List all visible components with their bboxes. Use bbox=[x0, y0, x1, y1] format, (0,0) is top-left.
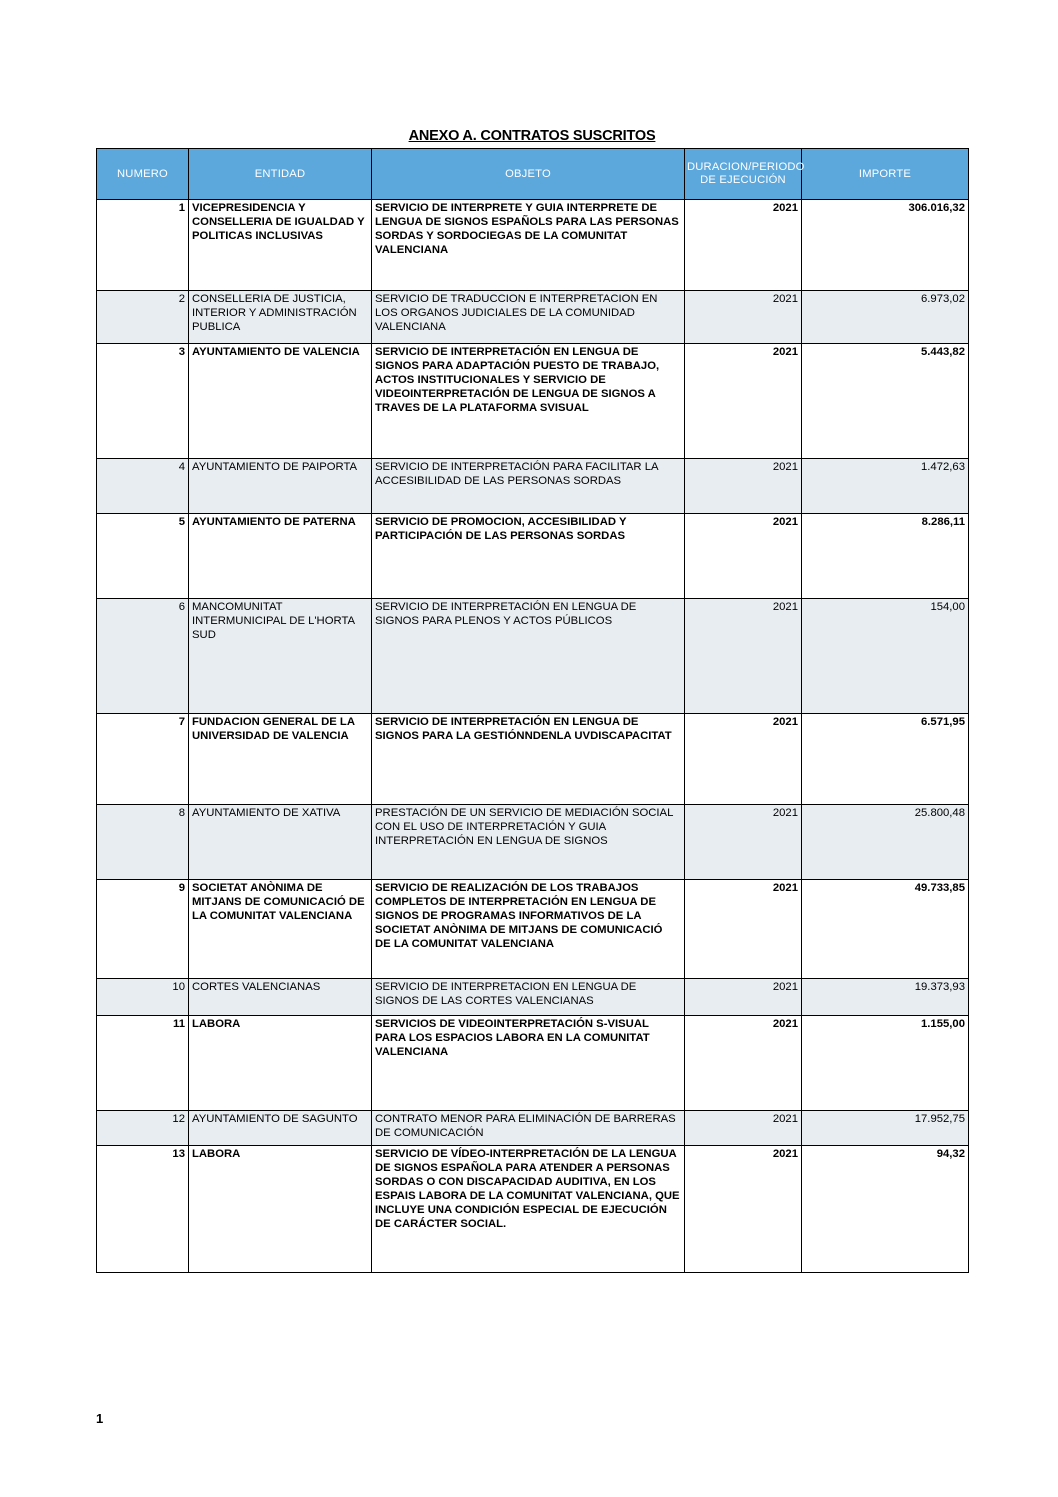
cell-objeto: CONTRATO MENOR PARA ELIMINACIÓN DE BARRERAS DE COMUNICACIÓN bbox=[372, 1111, 685, 1146]
table-row bbox=[97, 1016, 969, 1111]
cell-objeto: SERVICIO DE VÍDEO-INTERPRETACIÓN DE LA LENGUA DE SIGNOS ESPAÑOLA PARA ATENDER A PERSONAS SORDAS O CON DISCAPACIDAD AUDITIVA, EN LOS ESPAIS LABORA DE LA COMUNITAT VALENCIANA, QUE INCLUYE UNA CONDICIÓN ESPECIAL DE EJECUCIÓN DE CARÁCTER SOCIAL. bbox=[372, 1146, 685, 1273]
table-body bbox=[97, 200, 969, 1273]
cell-importe: 1.472,63 bbox=[802, 459, 969, 514]
cell-entidad: LABORA bbox=[189, 1016, 372, 1111]
cell-numero: 1 bbox=[97, 200, 189, 291]
column-header-numero: NUMERO bbox=[97, 149, 189, 200]
cell-duracion: 2021 bbox=[685, 1111, 802, 1146]
cell-objeto: SERVICIO DE INTERPRETACIÓN EN LENGUA DE SIGNOS PARA PLENOS Y ACTOS PÚBLICOS bbox=[372, 599, 685, 714]
cell-objeto: PRESTACIÓN DE UN SERVICIO DE MEDIACIÓN SOCIAL CON EL USO DE INTERPRETACIÓN Y GUIA INTERPRETACIÓN EN LENGUA DE SIGNOS bbox=[372, 805, 685, 880]
cell-importe: 1.155,00 bbox=[802, 1016, 969, 1111]
cell-entidad: VICEPRESIDENCIA Y CONSELLERIA DE IGUALDAD Y POLITICAS INCLUSIVAS bbox=[189, 200, 372, 291]
table-row bbox=[97, 1111, 969, 1146]
cell-numero: 7 bbox=[97, 714, 189, 805]
cell-importe: 19.373,93 bbox=[802, 979, 969, 1016]
cell-numero: 11 bbox=[97, 1016, 189, 1111]
cell-entidad: AYUNTAMIENTO DE SAGUNTO bbox=[189, 1111, 372, 1146]
cell-duracion: 2021 bbox=[685, 514, 802, 599]
cell-objeto: SERVICIOS DE VIDEOINTERPRETACIÓN S-VISUAL PARA LOS ESPACIOS LABORA EN LA COMUNITAT VALENCIANA bbox=[372, 1016, 685, 1111]
cell-objeto: SERVICIO DE PROMOCION, ACCESIBILIDAD Y PARTICIPACIÓN DE LAS PERSONAS SORDAS bbox=[372, 514, 685, 599]
cell-importe: 154,00 bbox=[802, 599, 969, 714]
cell-numero: 3 bbox=[97, 344, 189, 459]
cell-duracion: 2021 bbox=[685, 344, 802, 459]
cell-numero: 6 bbox=[97, 599, 189, 714]
column-header-objeto: OBJETO bbox=[372, 149, 685, 200]
cell-importe: 94,32 bbox=[802, 1146, 969, 1273]
cell-entidad: AYUNTAMIENTO DE PAIPORTA bbox=[189, 459, 372, 514]
cell-importe: 8.286,11 bbox=[802, 514, 969, 599]
contracts-table-container bbox=[96, 148, 968, 1273]
cell-duracion: 2021 bbox=[685, 1016, 802, 1111]
table-row bbox=[97, 291, 969, 344]
cell-numero: 12 bbox=[97, 1111, 189, 1146]
table-header bbox=[97, 149, 969, 200]
table-row bbox=[97, 200, 969, 291]
cell-importe: 306.016,32 bbox=[802, 200, 969, 291]
cell-objeto: SERVICIO DE REALIZACIÓN DE LOS TRABAJOS COMPLETOS DE INTERPRETACIÓN EN LENGUA DE SIGNOS DE PROGRAMAS INFORMATIVOS DE LA SOCIETAT ANÒNIMA DE MITJANS DE COMUNICACIÓ DE LA COMUNITAT VALENCIANA bbox=[372, 880, 685, 979]
cell-importe: 17.952,75 bbox=[802, 1111, 969, 1146]
cell-importe: 25.800,48 bbox=[802, 805, 969, 880]
cell-numero: 8 bbox=[97, 805, 189, 880]
table-row bbox=[97, 459, 969, 514]
column-header-importe: IMPORTE bbox=[802, 149, 969, 200]
cell-entidad: LABORA bbox=[189, 1146, 372, 1273]
cell-entidad: CONSELLERIA DE JUSTICIA, INTERIOR Y ADMINISTRACIÓN PUBLICA bbox=[189, 291, 372, 344]
column-header-entidad: ENTIDAD bbox=[189, 149, 372, 200]
cell-entidad: AYUNTAMIENTO DE PATERNA bbox=[189, 514, 372, 599]
table-row bbox=[97, 514, 969, 599]
cell-objeto: SERVICIO DE TRADUCCION E INTERPRETACION EN LOS ORGANOS JUDICIALES DE LA COMUNIDAD VALENCIANA bbox=[372, 291, 685, 344]
cell-entidad: CORTES VALENCIANAS bbox=[189, 979, 372, 1016]
cell-numero: 2 bbox=[97, 291, 189, 344]
table-row bbox=[97, 599, 969, 714]
cell-numero: 5 bbox=[97, 514, 189, 599]
cell-entidad: AYUNTAMIENTO DE VALENCIA bbox=[189, 344, 372, 459]
cell-duracion: 2021 bbox=[685, 200, 802, 291]
cell-entidad: MANCOMUNITAT INTERMUNICIPAL DE L'HORTA SUD bbox=[189, 599, 372, 714]
cell-objeto: SERVICIO DE INTERPRETE Y GUIA INTERPRETE DE LENGUA DE SIGNOS ESPAÑOLS PARA LAS PERSONAS SORDAS Y SORDOCIEGAS DE LA COMUNITAT VALENCIANA bbox=[372, 200, 685, 291]
column-header-duracion: DURACION/PERIODO DE EJECUCIÓN bbox=[685, 149, 802, 200]
cell-importe: 5.443,82 bbox=[802, 344, 969, 459]
cell-numero: 9 bbox=[97, 880, 189, 979]
table-row bbox=[97, 1146, 969, 1273]
table-row bbox=[97, 880, 969, 979]
cell-importe: 49.733,85 bbox=[802, 880, 969, 979]
cell-entidad: AYUNTAMIENTO DE XATIVA bbox=[189, 805, 372, 880]
cell-numero: 10 bbox=[97, 979, 189, 1016]
cell-importe: 6.571,95 bbox=[802, 714, 969, 805]
cell-duracion: 2021 bbox=[685, 714, 802, 805]
table-row bbox=[97, 979, 969, 1016]
table-row bbox=[97, 344, 969, 459]
contracts-table bbox=[96, 148, 969, 1273]
table-row bbox=[97, 714, 969, 805]
cell-duracion: 2021 bbox=[685, 1146, 802, 1273]
cell-entidad: FUNDACION GENERAL DE LA UNIVERSIDAD DE VALENCIA bbox=[189, 714, 372, 805]
table-header-row bbox=[97, 149, 969, 200]
cell-duracion: 2021 bbox=[685, 599, 802, 714]
cell-duracion: 2021 bbox=[685, 880, 802, 979]
cell-entidad: SOCIETAT ANÒNIMA DE MITJANS DE COMUNICACIÓ DE LA COMUNITAT VALENCIANA bbox=[189, 880, 372, 979]
cell-duracion: 2021 bbox=[685, 979, 802, 1016]
cell-numero: 13 bbox=[97, 1146, 189, 1273]
table-row bbox=[97, 805, 969, 880]
cell-duracion: 2021 bbox=[685, 291, 802, 344]
cell-importe: 6.973,02 bbox=[802, 291, 969, 344]
cell-objeto: SERVICIO DE INTERPRETACIÓN EN LENGUA DE SIGNOS PARA ADAPTACIÓN PUESTO DE TRABAJO, ACTOS INSTITUCIONALES Y SERVICIO DE VIDEOINTERPRETACIÓN DE LENGUA DE SIGNOS A TRAVES DE LA PLATAFORMA SVISUAL bbox=[372, 344, 685, 459]
cell-duracion: 2021 bbox=[685, 805, 802, 880]
cell-objeto: SERVICIO DE INTERPRETACIÓN PARA FACILITAR LA ACCESIBILIDAD DE LAS PERSONAS SORDAS bbox=[372, 459, 685, 514]
cell-duracion: 2021 bbox=[685, 459, 802, 514]
cell-numero: 4 bbox=[97, 459, 189, 514]
page-title: ANEXO A. CONTRATOS SUSCRITOS bbox=[408, 128, 656, 144]
cell-objeto: SERVICIO DE INTERPRETACION EN LENGUA DE SIGNOS DE LAS CORTES VALENCIANAS bbox=[372, 979, 685, 1016]
page-number: 1 bbox=[96, 1411, 104, 1426]
cell-objeto: SERVICIO DE INTERPRETACIÓN EN LENGUA DE SIGNOS PARA LA GESTIÓNNDENLA UVDISCAPACITAT bbox=[372, 714, 685, 805]
